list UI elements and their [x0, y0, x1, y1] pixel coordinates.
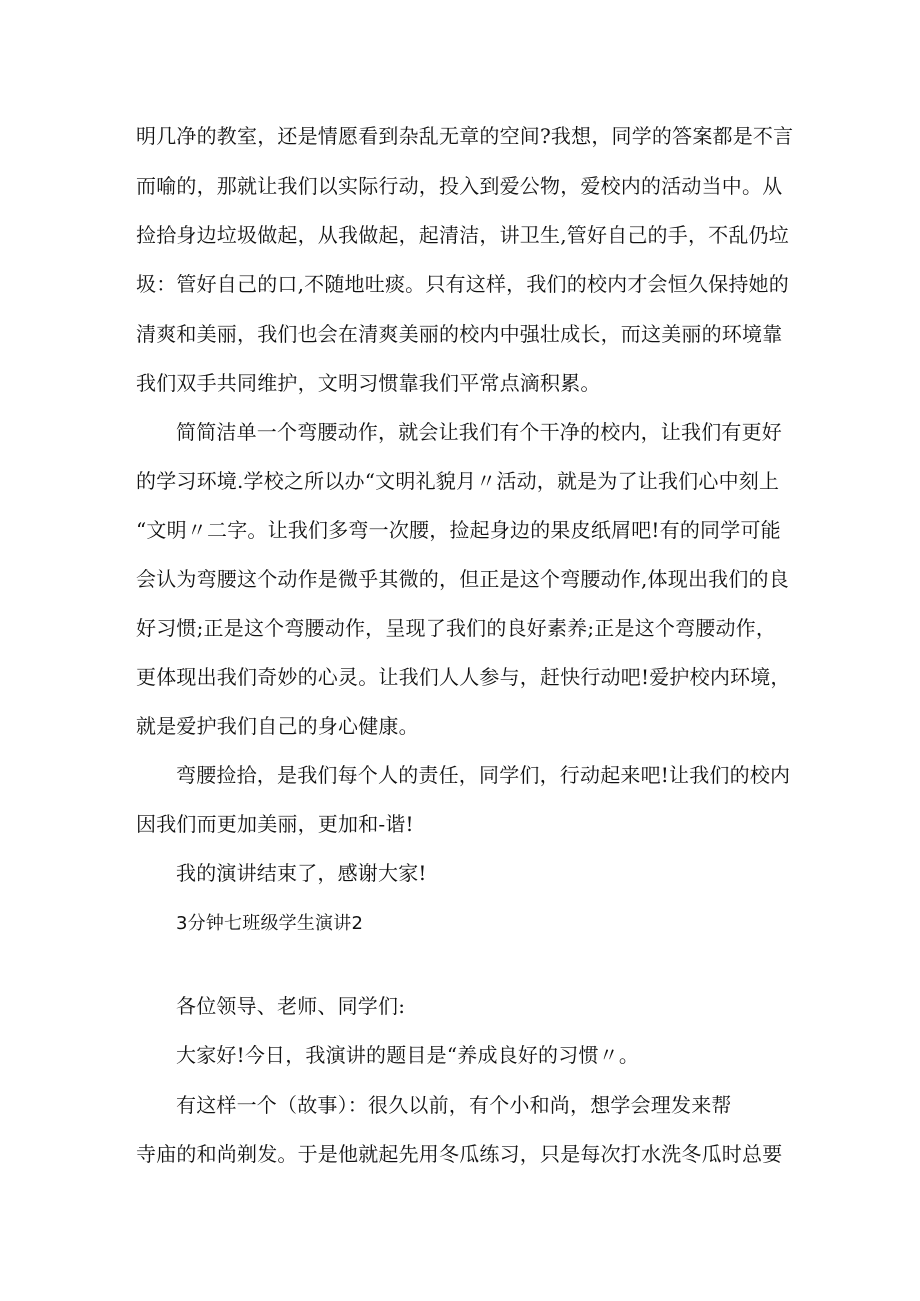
paragraph-4-line-1: 有这样一个（故事）：很久以前，有个小和尚，想学会理发来帮: [176, 1093, 732, 1117]
paragraph-1-line-3: 捡拾身边垃圾做起，从我做起，起清洁，讲卫生,管好自己的手，不乱仍垃: [136, 223, 789, 247]
paragraph-3-line-1: 弯腰捡拾，是我们每个人的责任，同学们，行动起来吧!让我们的校内: [176, 763, 791, 787]
paragraph-2-line-6: 更体现出我们奇妙的心灵。让我们人人参与，赶快行动吧!爱护校内环境，: [136, 665, 791, 689]
paragraph-2-line-1: 简简洁单一个弯腰动作，就会让我们有个干净的校内，让我们有更好: [176, 420, 782, 444]
paragraph-4-line-2: 寺庙的和尚剃发。于是他就起先用冬瓜练习，只是每次打水洗冬瓜时总要: [136, 1142, 783, 1166]
paragraph-1-line-4: 圾：管好自己的口,不随地吐痰。只有这样，我们的校内才会恒久保持她的: [136, 272, 789, 296]
closing-line: 我的演讲结束了，感谢大家!: [176, 861, 427, 885]
greeting: 大家好!今日，我演讲的题目是“养成良好的习惯〃。: [176, 1043, 640, 1067]
paragraph-2-line-2: 的学习环境.学校之所以办“文明礼貌月〃活动，就是为了让我们心中刻上: [136, 469, 780, 493]
salutation: 各位领导、老师、同学们:: [176, 994, 406, 1018]
paragraph-2-line-5: 好习惯;正是这个弯腰动作，呈现了我们的良好素养;正是这个弯腰动作，: [136, 616, 777, 640]
section-heading: 3分钟七班级学生演讲2: [176, 913, 364, 934]
paragraph-1-line-1: 明几净的教室，还是情愿看到杂乱无章的空间?我想，同学的答案都是不言: [136, 124, 794, 148]
paragraph-1-line-5: 清爽和美丽，我们也会在清爽美丽的校内中强壮成长，而这美丽的环境靠: [136, 322, 783, 346]
paragraph-1-line-2: 而喻的，那就让我们以实际行动，投入到爱公物，爱校内的活动当中。从: [136, 174, 783, 198]
paragraph-2-line-7: 就是爱护我们自己的身心健康。: [136, 714, 419, 738]
paragraph-3-line-2: 因我们而更加美丽，更加和-谐!: [136, 812, 414, 836]
paragraph-2-line-3: “文明〃二字。让我们多弯一次腰，捡起身边的果皮纸屑吧!有的同学可能: [136, 518, 781, 542]
paragraph-2-line-4: 会认为弯腰这个动作是微乎其微的，但正是这个弯腰动作,体现出我们的良: [136, 567, 789, 591]
paragraph-1-line-6: 我们双手共同维护，文明习惯靠我们平常点滴积累。: [136, 371, 601, 395]
